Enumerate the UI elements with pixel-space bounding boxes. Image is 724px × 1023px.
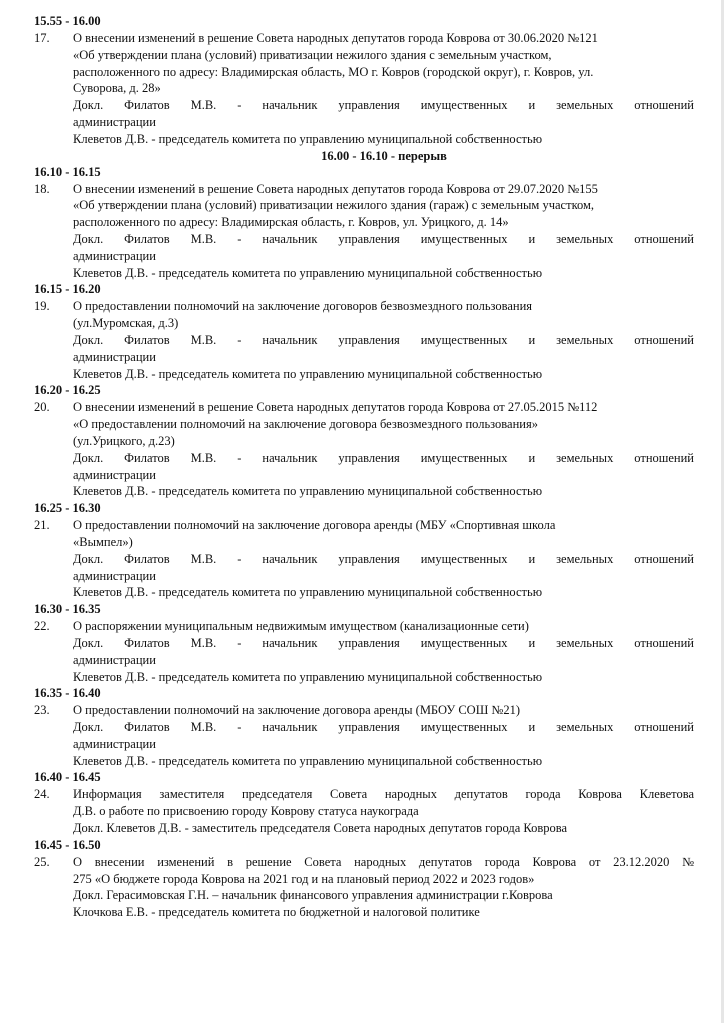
title-line: О внесении изменений в решение Совета народных депутатов города Коврова от 23.12.2020 № bbox=[73, 854, 694, 869]
item-title bbox=[73, 517, 694, 551]
speaker-line: Докл. Филатов М.В. - начальник управления имущественных и земельных отношений bbox=[73, 551, 694, 566]
item-number: 21. bbox=[34, 518, 50, 533]
speaker-line: Докл. Филатов М.В. - начальник управления имущественных и земельных отношений bbox=[73, 720, 694, 735]
time-slot: 15.55 - 16.00 bbox=[34, 14, 101, 28]
speaker-line: Докл. Филатов М.В. - начальник управления имущественных и земельных отношений bbox=[73, 635, 694, 650]
speaker-line: Клеветов Д.В. - председатель комитета по управлению муниципальной собственностью bbox=[73, 585, 543, 600]
speaker-line: Клеветов Д.В. - председатель комитета по управлению муниципальной собственностью bbox=[73, 265, 543, 280]
agenda-item bbox=[34, 618, 694, 685]
title-line: расположенного по адресу: Владимирская область, МО г. Ковров (городской округ), г. Ковров, ул. bbox=[73, 64, 594, 79]
item-title bbox=[73, 399, 694, 449]
speaker-line: Клочкова Е.В. - председатель комитета по бюджетной и налоговой политике bbox=[73, 905, 480, 920]
agenda-item-row bbox=[34, 517, 694, 551]
speaker-line: Клеветов Д.В. - председатель комитета по управлению муниципальной собственностью bbox=[73, 484, 543, 499]
speaker-line: Докл. Филатов М.В. - начальник управления имущественных и земельных отношений bbox=[73, 450, 694, 465]
speaker-line: Докл. Филатов М.В. - начальник управления имущественных и земельных отношений bbox=[73, 98, 694, 113]
agenda-item bbox=[34, 181, 694, 282]
agenda-item-row bbox=[34, 618, 694, 635]
speaker-line: Докл. Филатов М.В. - начальник управления имущественных и земельных отношений bbox=[73, 231, 694, 246]
break-heading: 16.00 - 16.10 - перерыв bbox=[321, 148, 447, 163]
agenda-item-row bbox=[34, 854, 694, 888]
time-slot: 16.10 - 16.15 bbox=[34, 164, 101, 179]
speaker-line: Клеветов Д.В. - председатель комитета по управлению муниципальной собственностью bbox=[73, 753, 543, 768]
time-slot: 16.35 - 16.40 bbox=[34, 686, 101, 701]
agenda-item-row bbox=[34, 30, 694, 97]
title-line: «Вымпел») bbox=[73, 534, 133, 549]
item-number: 20. bbox=[34, 400, 50, 415]
agenda-item-row bbox=[34, 181, 694, 231]
title-line: «Об утверждении плана (условий) приватизации нежилого здания (гараж) с земельным участком, bbox=[73, 198, 595, 213]
agenda-item bbox=[34, 30, 694, 148]
item-title bbox=[73, 618, 694, 635]
title-line: (ул.Урицкого, д.23) bbox=[73, 433, 175, 448]
title-line: О предоставлении полномочий на заключение договора аренды (МБУ «Спортивная школа bbox=[73, 518, 556, 533]
speaker-line: Докл. Герасимовская Г.Н. – начальник финансового управления администрации г.Коврова bbox=[73, 888, 553, 903]
item-title bbox=[73, 30, 694, 97]
agenda-item bbox=[34, 786, 694, 836]
speaker-line: администрации bbox=[73, 349, 156, 364]
title-line: О внесении изменений в решение Совета народных депутатов города Коврова от 29.07.2020 №155 bbox=[73, 181, 598, 196]
time-slot: 16.25 - 16.30 bbox=[34, 501, 101, 516]
speaker-line: Докл. Клеветов Д.В. - заместитель председателя Совета народных депутатов города Коврова bbox=[73, 821, 568, 836]
speaker-line: администрации bbox=[73, 248, 156, 263]
title-line: 275 «О бюджете города Коврова на 2021 год и на плановый период 2022 и 2023 годов» bbox=[73, 871, 535, 886]
title-line: О внесении изменений в решение Совета народных депутатов города Коврова от 27.05.2015 №112 bbox=[73, 400, 598, 415]
title-line: Суворова, д. 28» bbox=[73, 81, 161, 96]
time-slot: 16.15 - 16.20 bbox=[34, 282, 101, 297]
speaker-line: администрации bbox=[73, 467, 156, 482]
item-number: 18. bbox=[34, 181, 50, 196]
time-slot: 16.40 - 16.45 bbox=[34, 770, 101, 785]
speaker-line: администрации bbox=[73, 114, 156, 129]
title-line: (ул.Муромская, д.3) bbox=[73, 316, 179, 331]
item-title bbox=[73, 854, 694, 888]
title-line: О внесении изменений в решение Совета народных депутатов города Коврова от 30.06.2020 №121 bbox=[73, 31, 598, 45]
title-line: расположенного по адресу: Владимирская область, г. Ковров, ул. Урицкого, д. 14» bbox=[73, 215, 509, 230]
agenda-item-row bbox=[34, 298, 694, 332]
speaker-line: администрации bbox=[73, 652, 156, 667]
speaker-line: Клеветов Д.В. - председатель комитета по управлению муниципальной собственностью bbox=[73, 669, 543, 684]
title-line: О предоставлении полномочий на заключение договоров безвозмездного пользования bbox=[73, 299, 533, 314]
item-number: 25. bbox=[34, 854, 50, 869]
item-title bbox=[73, 786, 694, 820]
time-slot: 16.30 - 16.35 bbox=[34, 602, 101, 617]
speaker-line: Докл. Филатов М.В. - начальник управления имущественных и земельных отношений bbox=[73, 332, 694, 347]
item-title bbox=[73, 298, 694, 332]
agenda-item-row bbox=[34, 399, 694, 449]
speaker-line: Клеветов Д.В. - председатель комитета по управлению муниципальной собственностью bbox=[73, 131, 543, 146]
speaker-line: Клеветов Д.В. - председатель комитета по управлению муниципальной собственностью bbox=[73, 366, 543, 381]
speaker-line: администрации bbox=[73, 568, 156, 583]
agenda-item bbox=[34, 702, 694, 769]
item-number: 24. bbox=[34, 787, 50, 802]
agenda-document bbox=[34, 13, 694, 921]
item-number: 17. bbox=[34, 31, 50, 45]
title-line: О предоставлении полномочий на заключение договора аренды (МБОУ СОШ №21) bbox=[73, 703, 521, 718]
agenda-item bbox=[34, 517, 694, 601]
time-slot: 16.45 - 16.50 bbox=[34, 837, 101, 852]
time-slot: 16.20 - 16.25 bbox=[34, 383, 101, 398]
item-number: 23. bbox=[34, 703, 50, 718]
agenda-item bbox=[34, 298, 694, 382]
agenda-item bbox=[34, 854, 694, 921]
agenda-item-row bbox=[34, 702, 694, 719]
agenda-item bbox=[34, 399, 694, 500]
agenda-item-row bbox=[34, 786, 694, 820]
item-title bbox=[73, 702, 694, 719]
title-line: Д.В. о работе по присвоению городу Коврову статуса наукограда bbox=[73, 804, 419, 819]
title-line: О распоряжении муниципальным недвижимым имуществом (канализационные сети) bbox=[73, 619, 529, 634]
item-title bbox=[73, 181, 694, 231]
item-number: 19. bbox=[34, 299, 50, 314]
title-line: «Об утверждении плана (условий) приватизации нежилого здания с земельным участком, bbox=[73, 47, 552, 62]
title-line: Информация заместителя председателя Совета народных депутатов города Коврова Клеветова bbox=[73, 787, 694, 802]
item-number: 22. bbox=[34, 619, 50, 634]
title-line: «О предоставлении полномочий на заключение договора безвозмездного пользования» bbox=[73, 417, 538, 432]
speaker-line: администрации bbox=[73, 736, 156, 751]
